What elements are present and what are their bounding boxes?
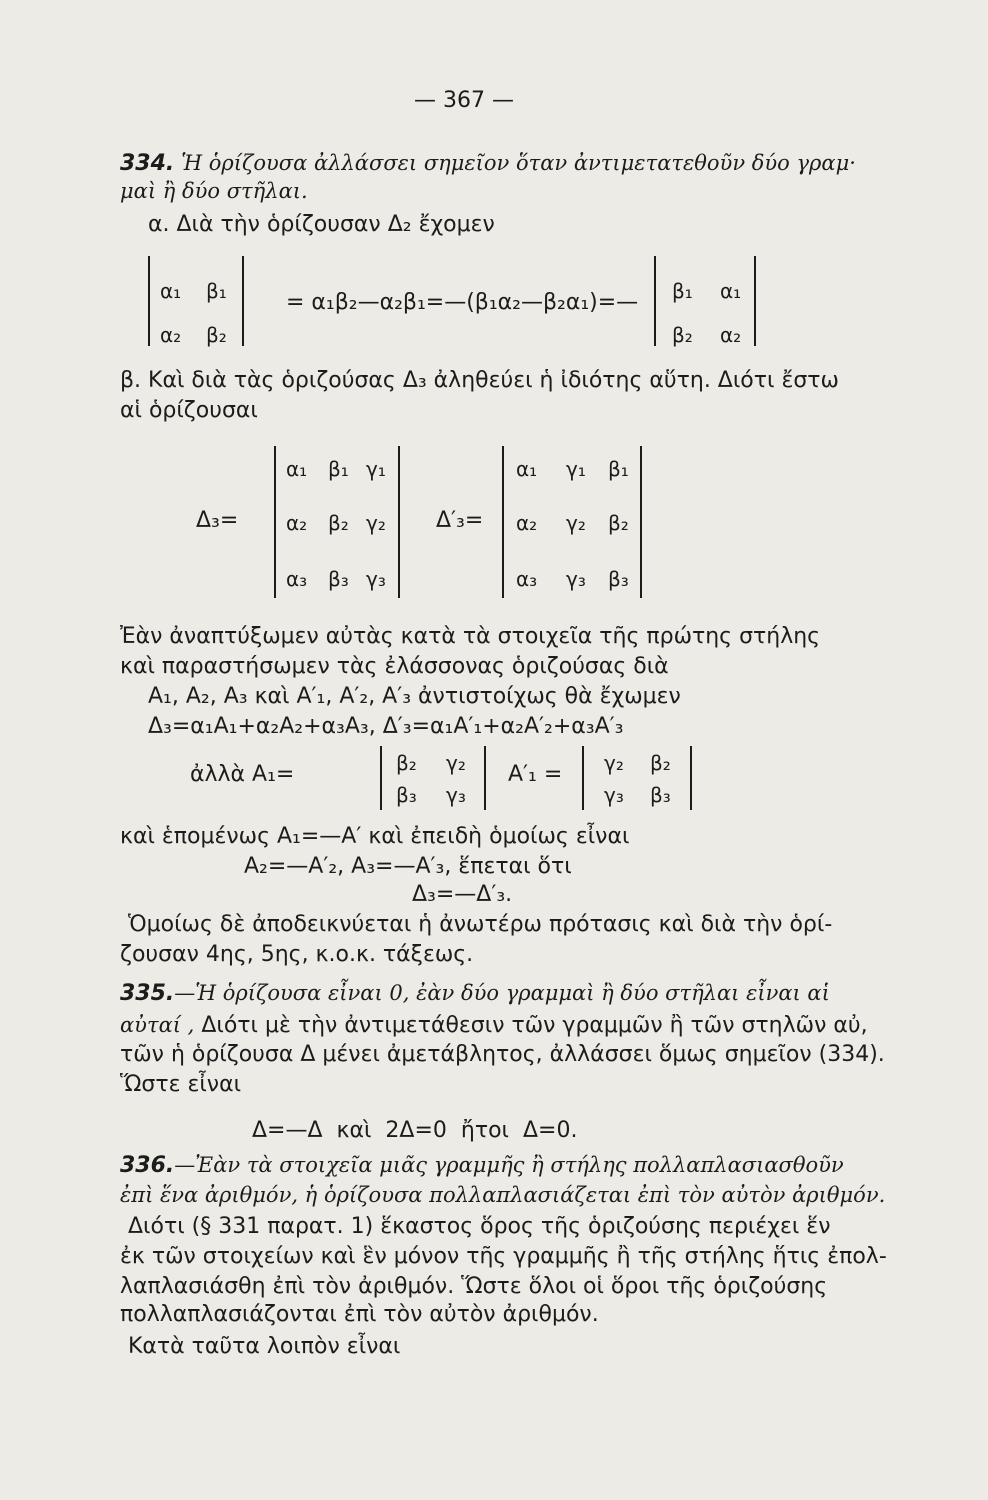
det-cell: β₂ [608, 511, 629, 535]
expand-line3: Α₁, Α₂, Α₃ καὶ Α′₁, Α′₂, Α′₃ ἀντιστοίχως θὰ ἔχωμεν [148, 684, 681, 709]
det-cell: α₂ [720, 323, 742, 347]
det-cell: γ₂ [366, 511, 386, 535]
det-cell: β₂ [328, 511, 349, 535]
expand-equation: Δ₃=α₁Α₁+α₂Α₂+α₃Α₃, Δ′₃=α₁Α′₁+α₂Α′₂+α₃Α′₃ [148, 714, 624, 739]
det-cell: γ₃ [566, 567, 586, 591]
section-335-line4: Ὥστε εἶναι [120, 1072, 242, 1097]
section-335-line2 [120, 1012, 868, 1039]
conseq-line3: Δ₃=—Δ′₃. [412, 882, 513, 907]
det-cell: α₂ [160, 323, 182, 347]
part-b-line1: β. Καὶ διὰ τὰς ὁριζούσας Δ₃ ἀληθεύει ἡ ἰδιότης αὕτη. Διότι ἔστω [120, 368, 839, 393]
det-cell: α₂ [286, 511, 308, 535]
d3-label: Δ₃= [196, 508, 239, 533]
det-cell: γ₃ [446, 783, 466, 807]
det-cell: β₂ [672, 323, 693, 347]
det-cell: β₃ [396, 783, 417, 807]
section-335-line3: τῶν ἡ ὁρίζουσα Δ μένει ἀμετάβλητος, ἀλλάσσει ὅμως σημεῖον (334). [120, 1042, 885, 1067]
det-cell: γ₂ [566, 511, 586, 535]
theorem-text: —Ἐὰν τὰ στοιχεῖα μιᾶς γραμμῆς ἢ στήλης πολλαπλασιασθοῦν [174, 1153, 844, 1177]
section-number: 335. [120, 981, 175, 1006]
proof-text: Διότι μὲ τὴν ἀντιμετάθεσιν τῶν γραμμῶν ἢ τῶν στηλῶν αὐ, [201, 1013, 868, 1038]
theorem-text-end: αὐταί , [120, 1013, 195, 1037]
page-number: — 367 — [414, 88, 514, 113]
expand-line2: καὶ παραστήσωμεν τὰς ἐλάσσονας ὁριζούσας διὰ [120, 654, 669, 679]
section-336-proof-line2: ἐκ τῶν στοιχείων καὶ ἓν μόνον τῆς γραμμῆς ἢ τῆς στήλης ἥτις ἐπολ- [120, 1244, 887, 1269]
section-number: 334. [120, 151, 175, 176]
det-cell: β₃ [608, 567, 629, 591]
d3-prime-label: Δ′₃= [436, 508, 484, 533]
part-b-line2: αἱ ὁρίζουσαι [120, 398, 258, 423]
section-335-equation: Δ=—Δ καὶ 2Δ=0 ἤτοι Δ=0. [252, 1118, 578, 1143]
det-cell: β₁ [328, 457, 349, 481]
section-336-line2: ἐπὶ ἕνα ἀριθμόν, ἡ ὁρίζουσα πολλαπλασιάζεται ἐπὶ τὸν αὐτὸν ἀριθμόν. [120, 1183, 886, 1207]
alla-label: ἀλλὰ Α₁= [190, 762, 295, 787]
det-cell: β₃ [650, 783, 671, 807]
section-336-proof-line3: λαπλασιάσθη ἐπὶ τὸν ἀριθμόν. Ὥστε ὅλοι οἱ ὅροι τῆς ὁριζούσης [120, 1274, 828, 1299]
det-cell: α₃ [516, 567, 538, 591]
det-cell: α₃ [286, 567, 308, 591]
section-336-proof-line1: Διότι (§ 331 παρατ. 1) ἕκαστος ὅρος τῆς ὁριζούσης περιέχει ἕν [128, 1214, 831, 1239]
section-336-line1 [120, 1152, 844, 1179]
det-cell: β₁ [608, 457, 629, 481]
det-cell: β₂ [650, 751, 671, 775]
section-number: 336. [120, 1153, 175, 1178]
det-cell: β₂ [396, 751, 417, 775]
conseq-line1: καὶ ἑπομένως Α₁=—Α′ καὶ ἐπειδὴ ὁμοίως εἶναι [120, 824, 630, 849]
minor-b-label: Α′₁ = [508, 762, 563, 787]
det-cell: γ₂ [446, 751, 466, 775]
det-cell: γ₁ [366, 457, 386, 481]
det-cell: β₃ [328, 567, 349, 591]
section-334-title-line2: μαὶ ἢ δύο στῆλαι. [120, 179, 308, 203]
theorem-text: Ἡ ὁρίζουσα ἀλλάσσει σημεῖον ὅταν ἀντιμετατεθοῦν δύο γραμ· [181, 151, 856, 175]
det-cell: α₁ [516, 457, 538, 481]
similar-line2: ζουσαν 4ης, 5ης, κ.ο.κ. τάξεως. [120, 942, 474, 967]
theorem-text: —Ἡ ὁρίζουσα εἶναι 0, ἐὰν δύο γραμμαὶ ἢ δύο στῆλαι εἶναι αἱ [174, 981, 830, 1005]
expand-line1: Ἐὰν ἀναπτύξωμεν αὐτὰς κατὰ τὰ στοιχεῖα τῆς πρώτης στήλης [120, 624, 821, 649]
section-334-title-line1 [120, 150, 856, 177]
det-cell: α₂ [516, 511, 538, 535]
det-cell: γ₁ [566, 457, 586, 481]
det-cell: β₂ [206, 323, 227, 347]
det-cell: β₁ [206, 279, 227, 303]
det-cell: α₁ [286, 457, 308, 481]
det-cell: β₁ [672, 279, 693, 303]
section-335-line1 [120, 980, 830, 1007]
part-a-text: α. Διὰ τὴν ὁρίζουσαν Δ₂ ἔχομεν [148, 212, 495, 237]
section-336-last-line: Κατὰ ταῦτα λοιπὸν εἶναι [128, 1334, 401, 1359]
section-336-proof-line4: πολλαπλασιάζονται ἐπὶ τὸν αὐτὸν ἀριθμόν. [120, 1302, 599, 1327]
det2-expansion: = α₁β₂—α₂β₁=—(β₁α₂—β₂α₁)=— [286, 290, 639, 315]
similar-line1: Ὁμοίως δὲ ἀποδεικνύεται ἡ ἀνωτέρω πρότασις καὶ διὰ τὴν ὁρί- [128, 912, 833, 937]
det-cell: γ₃ [604, 783, 624, 807]
det-cell: γ₃ [366, 567, 386, 591]
conseq-line2: Α₂=—Α′₂, Α₃=—Α′₃, ἕπεται ὅτι [244, 854, 572, 879]
det-cell: α₁ [720, 279, 742, 303]
det-cell: α₁ [160, 279, 182, 303]
det-cell: γ₂ [604, 751, 624, 775]
